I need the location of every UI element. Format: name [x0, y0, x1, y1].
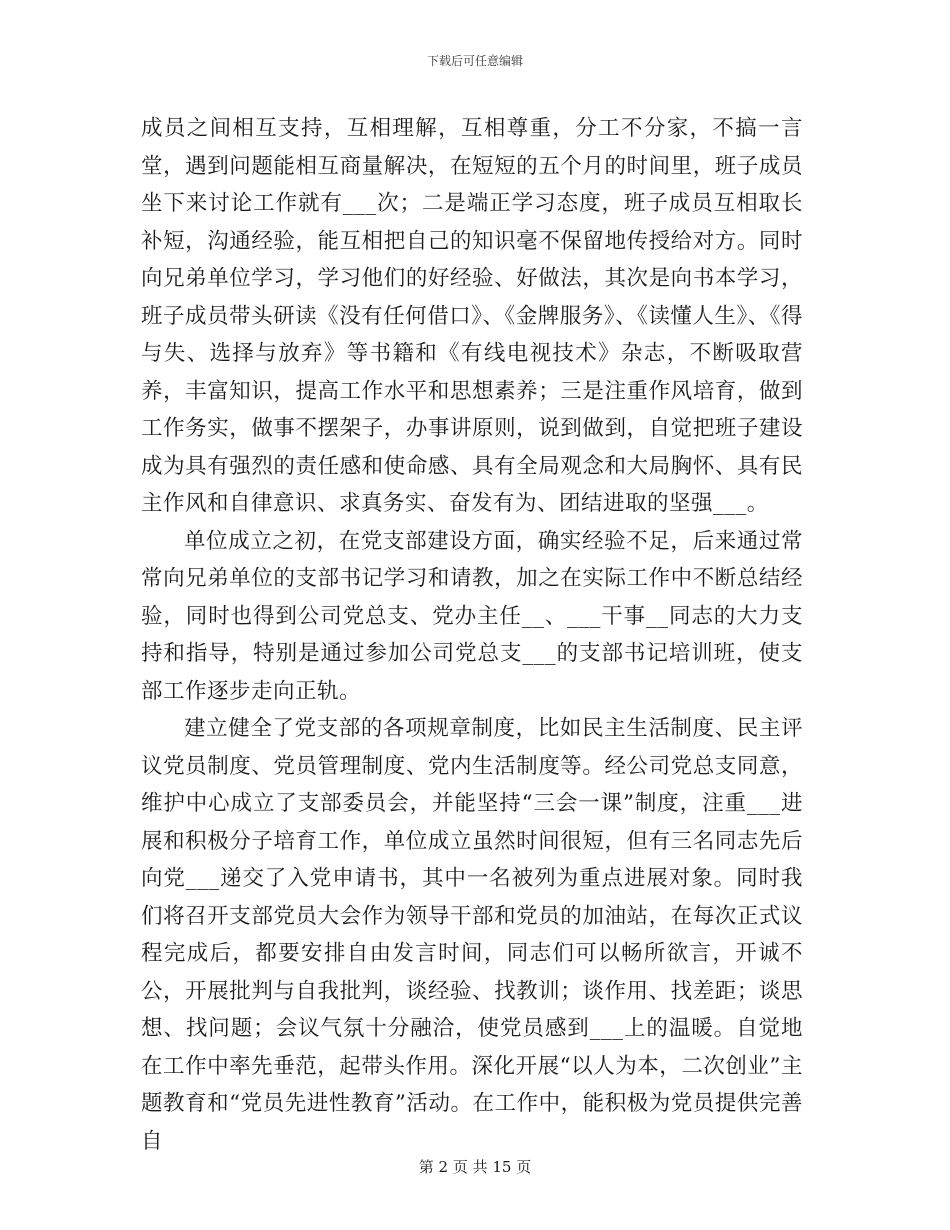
page-number: 第 2 页 共 15 页 — [418, 1158, 532, 1176]
paragraph-2: 单位成立之初，在党支部建设方面，确实经验不足，后来通过常常向兄弟单位的支部书记学习和请教，加之在实际工作中不断总结经验，同时也得到公司党总支、党办主任__、___干事__同志的大力支持和指导，特别是通过参加公司党总支___的支部书记培训班，使支部工作逐步走向正轨。 — [141, 528, 803, 704]
paragraph-1: 成员之间相互支持，互相理解，互相尊重，分工不分家，不搞一言堂，遇到问题能相互商量解决，在短短的五个月的时间里，班子成员坐下来讨论工作就有___次；二是端正学习态度，班子成员互相取长补短，沟通经验，能互相把自己的知识毫不保留地传授给对方。同时向兄弟单位学习，学习他们的好经验、好做法，其次是向书本学习，班子成员带头研读《没有任何借口》、《金牌服务》、《读懂人生》、《得与失、选择与放弃》等书籍和《有线电视技术》杂志，不断吸取营养，丰富知识，提高工作水平和思想素养；三是注重作风培育，做到工作务实，做事不摆架子，办事讲原则，说到做到，自觉把班子建设成为具有强烈的责任感和使命感、具有全局观念和大局胸怀、具有民主作风和自律意识、求真务实、奋发有为、团结进取的坚强___。 — [141, 116, 803, 516]
paragraph-3: 建立健全了党支部的各项规章制度，比如民主生活制度、民主评议党员制度、党员管理制度、党内生活制度等。经公司党总支同意，维护中心成立了支部委员会，并能坚持“三会一课”制度，注重___进展和积极分子培育工作，单位成立虽然时间很短，但有三名同志先后向党___递交了入党申请书，其中一名被列为重点进展对象。同时我们将召开支部党员大会作为领导干部和党员的加油站，在每次正式议程完成后，都要安排自由发言时间，同志们可以畅所欲言，开诚不公，开展批判与自我批判，谈经验、找教训；谈作用、找差距；谈思想、找问题；会议气氛十分融洽，使党员感到___上的温暖。自觉地在工作中率先垂范，起带头作用。深化开展“以人为本，二次创业”主题教育和“党员先进性教育”活动。在工作中，能积极为党员提供完善自 — [141, 716, 803, 1154]
page-header-note: 下载后可任意编辑 — [426, 54, 523, 68]
document-body — [141, 110, 803, 1160]
